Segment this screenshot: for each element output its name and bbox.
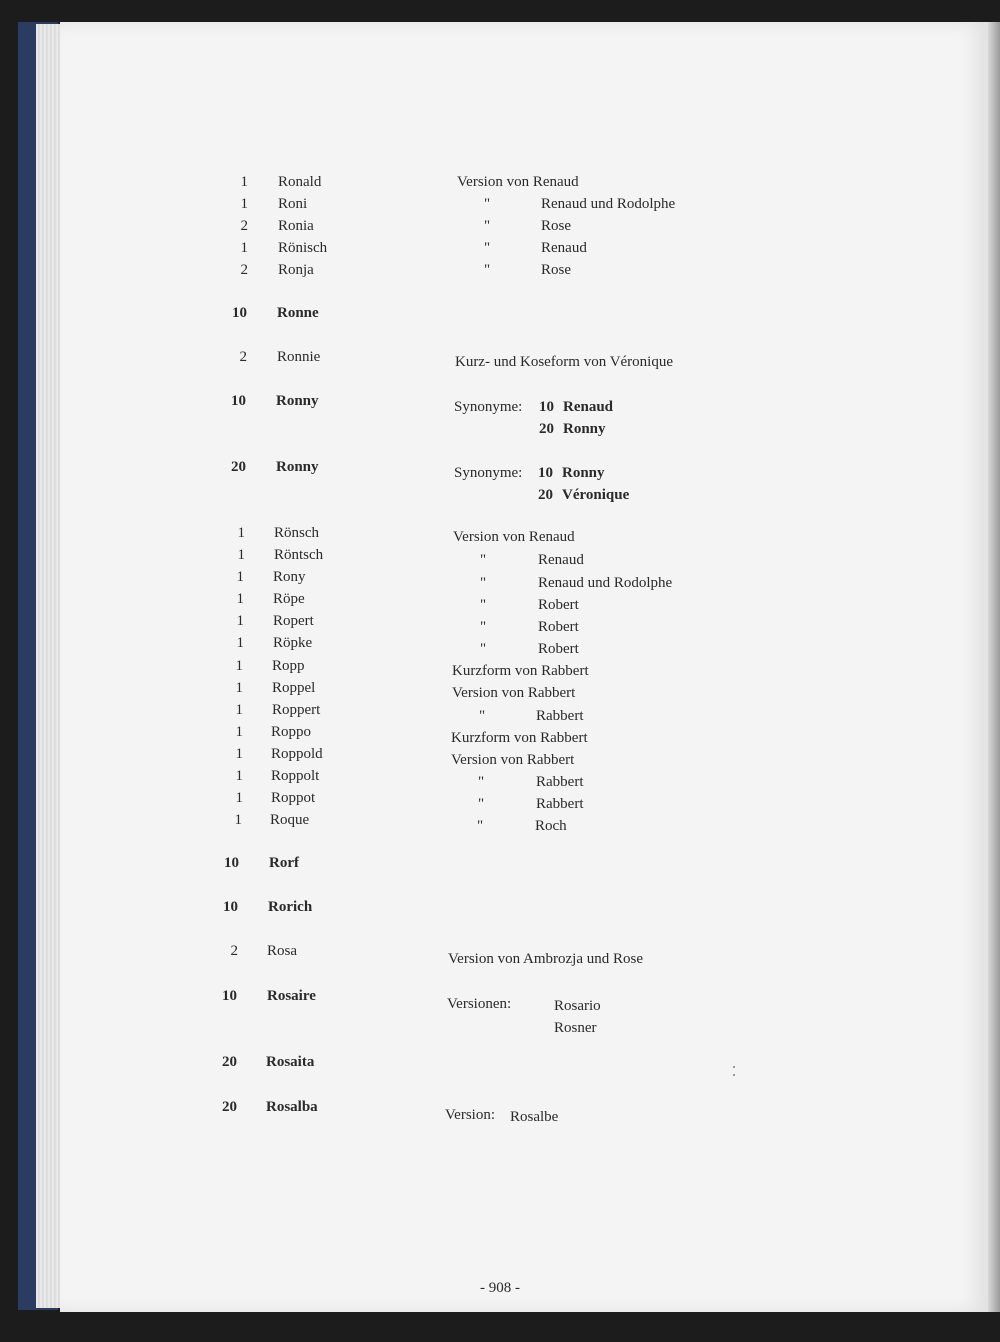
entry-value: Rose <box>541 262 571 278</box>
entry-name: Rosa <box>267 943 297 959</box>
entry-count: 10 <box>222 988 237 1004</box>
entry-value: Robert <box>538 641 579 657</box>
ditto-mark: " <box>478 774 485 790</box>
entry-count: 1 <box>235 746 243 762</box>
entry-name: Ronnie <box>277 349 321 365</box>
entry-description: Version von Ambrozja und Rose <box>448 951 643 967</box>
entry-count: 1 <box>237 547 245 563</box>
entry-count: 10 <box>224 855 239 871</box>
versions-label: Versionen: <box>447 996 512 1012</box>
entry-count: 1 <box>240 196 248 212</box>
synonym-count: 10 <box>539 399 554 415</box>
synonym-name: Ronny <box>562 465 605 481</box>
version-name: Rosalbe <box>510 1109 559 1125</box>
entry-description: Version von Rabbert <box>452 685 576 701</box>
entry-name: Rosaire <box>267 988 316 1004</box>
version-label: Version: <box>445 1107 495 1123</box>
entry-name: Rosalba <box>266 1099 318 1115</box>
entry-description: Kurzform von Rabbert <box>452 663 589 679</box>
ditto-mark: " <box>478 796 485 812</box>
entry-name: Röntsch <box>274 547 324 563</box>
entry-name: Rosaita <box>266 1054 315 1070</box>
entry-count: 1 <box>236 591 244 607</box>
ditto-mark: " <box>484 240 491 256</box>
synonyms-label: Synonyme: <box>454 465 523 481</box>
entry-count: 2 <box>230 943 238 959</box>
entry-name: Ropp <box>272 658 305 674</box>
entry-value: Rabbert <box>536 708 584 724</box>
entry-name: Ronja <box>278 262 314 278</box>
entry-count: 10 <box>231 393 246 409</box>
entry-count: 20 <box>222 1099 237 1115</box>
entry-value: Roch <box>535 818 567 834</box>
entry-count: 1 <box>236 635 244 651</box>
synonym-count: 20 <box>539 421 554 437</box>
ditto-mark: " <box>480 552 487 568</box>
ditto-mark: " <box>480 641 487 657</box>
synonym-count: 10 <box>538 465 553 481</box>
entry-count: 1 <box>237 525 245 541</box>
scan-speck <box>733 1066 735 1068</box>
entry-name: Roque <box>270 812 310 828</box>
entry-count: 10 <box>232 305 247 321</box>
entry-description: Kurzform von Rabbert <box>451 730 588 746</box>
entry-count: 1 <box>240 240 248 256</box>
entry-count: 20 <box>222 1054 237 1070</box>
synonym-count: 20 <box>538 487 553 503</box>
synonym-name: Ronny <box>563 421 606 437</box>
entry-count: 20 <box>231 459 246 475</box>
synonyms-label: Synonyme: <box>454 399 523 415</box>
entry-count: 1 <box>235 680 243 696</box>
entry-name: Ronia <box>278 218 314 234</box>
entry-count: 2 <box>239 349 247 365</box>
entry-count: 2 <box>240 262 248 278</box>
ditto-mark: " <box>480 597 487 613</box>
entry-name: Roni <box>278 196 308 212</box>
synonym-name: Renaud <box>563 399 614 415</box>
entry-name: Roppolt <box>271 768 320 784</box>
entry-name: Rönisch <box>278 240 328 256</box>
entry-count: 1 <box>236 613 244 629</box>
entry-count: 1 <box>235 658 243 674</box>
entry-name: Rorf <box>269 855 299 871</box>
entry-name: Roppo <box>271 724 312 740</box>
entry-value: Robert <box>538 619 579 635</box>
scan-speck <box>733 1074 735 1076</box>
entry-count: 1 <box>236 569 244 585</box>
ditto-mark: " <box>484 218 491 234</box>
entry-value: Renaud und Rodolphe <box>538 575 673 591</box>
entry-name: Roppel <box>272 680 316 696</box>
entry-count: 1 <box>235 790 243 806</box>
entry-name: Ronne <box>277 305 319 321</box>
entry-value: Renaud und Rodolphe <box>541 196 676 212</box>
version-name: Rosner <box>554 1020 597 1036</box>
entry-value: Rose <box>541 218 571 234</box>
entry-description: Version von Renaud <box>457 174 579 190</box>
entry-value: Renaud <box>538 552 584 568</box>
entry-count: 10 <box>223 899 238 915</box>
page-right-edge <box>988 22 1000 1312</box>
entry-count: 1 <box>235 702 243 718</box>
entry-count: 2 <box>240 218 248 234</box>
entry-count: 1 <box>235 768 243 784</box>
entry-name: Rony <box>273 569 306 585</box>
ditto-mark: " <box>477 818 484 834</box>
entry-value: Rabbert <box>536 774 584 790</box>
entry-value: Robert <box>538 597 579 613</box>
entry-name: Rönsch <box>274 525 319 541</box>
entry-name: Ronny <box>276 393 319 409</box>
entry-name: Röpke <box>273 635 313 651</box>
entry-description: Version von Renaud <box>453 529 575 545</box>
entry-count: 1 <box>235 724 243 740</box>
entry-description: Version von Rabbert <box>451 752 575 768</box>
ditto-mark: " <box>480 575 487 591</box>
entry-name: Roppold <box>271 746 323 762</box>
ditto-mark: " <box>484 262 491 278</box>
entry-name: Rorich <box>268 899 313 915</box>
entry-count: 1 <box>234 812 242 828</box>
entry-value: Renaud <box>541 240 587 256</box>
entry-description: Kurz- und Koseform von Véronique <box>455 354 674 370</box>
entry-name: Ronny <box>276 459 319 475</box>
entry-name: Ropert <box>273 613 314 629</box>
ditto-mark: " <box>479 708 486 724</box>
entry-count: 1 <box>240 174 248 190</box>
entry-value: Rabbert <box>536 796 584 812</box>
ditto-mark: " <box>484 196 491 212</box>
entry-name: Röpe <box>273 591 305 607</box>
ditto-mark: " <box>480 619 487 635</box>
page-number: - 908 - <box>480 1280 520 1296</box>
version-name: Rosario <box>554 998 601 1014</box>
entry-name: Roppert <box>272 702 321 718</box>
entry-name: Roppot <box>271 790 316 806</box>
synonym-name: Véronique <box>562 487 630 503</box>
entry-name: Ronald <box>278 174 322 190</box>
